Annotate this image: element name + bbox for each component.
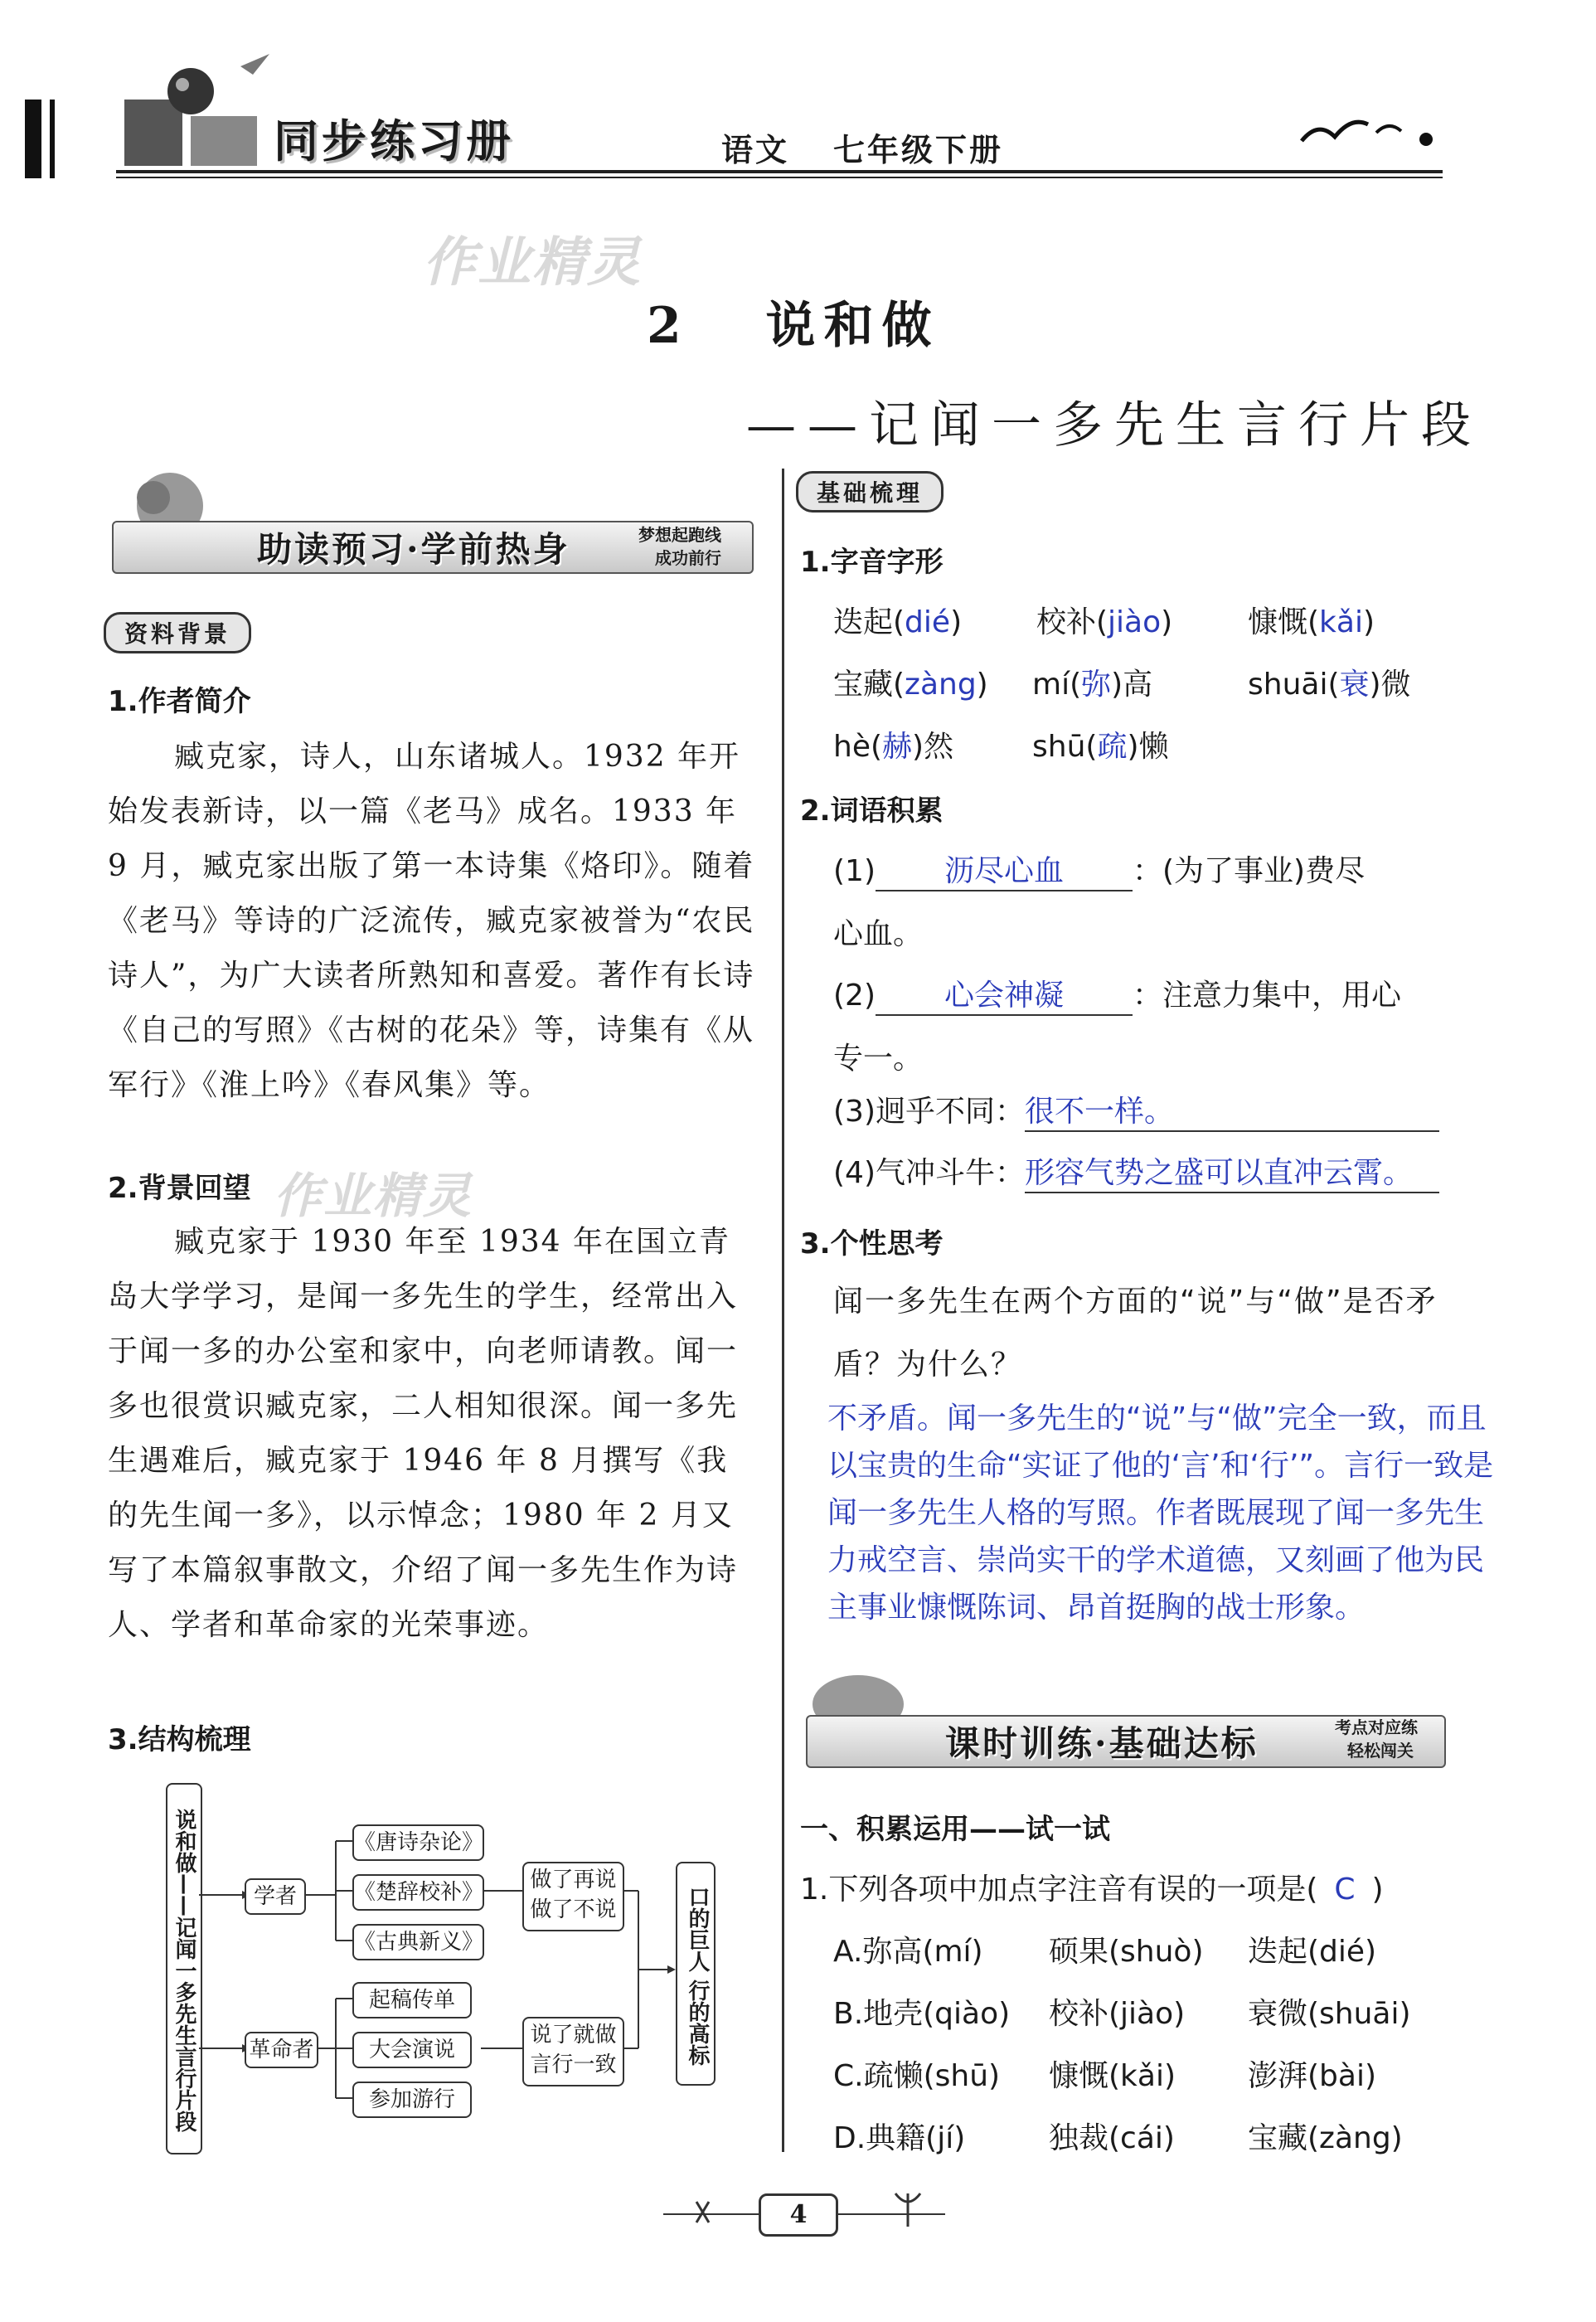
training-banner-title: 课时训练·基础达标 xyxy=(945,1723,1259,1764)
column-divider xyxy=(782,469,784,2152)
mcq-option: D.典籍(jí) xyxy=(833,2121,966,2155)
author-heading: 1.作者简介 xyxy=(108,685,251,718)
pinyin-item: 迭起(dié) xyxy=(833,605,963,639)
pinyin-item: shuāi(衰)微 xyxy=(1248,668,1411,702)
diagram-work: 《唐诗杂论》 xyxy=(352,1824,484,1861)
pinyin-item: 宝藏(zàng) xyxy=(833,668,988,702)
mcq-option: 宝藏(zàng) xyxy=(1248,2121,1403,2155)
mcq-option: 独裁(cái) xyxy=(1049,2121,1175,2155)
pinyin-item: shū(疏)懒 xyxy=(1032,730,1169,764)
header-rule xyxy=(116,170,1443,173)
mcq-option: 衰微(shuāi) xyxy=(1248,1997,1411,2031)
mcq-option: 校补(jiào) xyxy=(1049,1997,1186,2031)
background-heading: 2.背景回望 xyxy=(108,1172,251,1205)
training-banner-slogan: 轻松闯关 xyxy=(1347,1741,1414,1761)
header-rule xyxy=(116,177,1443,178)
mcq-option: A.弥高(mí) xyxy=(833,1935,983,1969)
watermark: 作业精灵 xyxy=(274,1168,473,1224)
pronunciation-heading: 1.字音字形 xyxy=(800,546,944,579)
mcq-option: 澎湃(bài) xyxy=(1248,2059,1377,2093)
diagram-act: 参加游行 xyxy=(352,2082,472,2118)
vocabulary-heading: 2.词语积累 xyxy=(800,794,944,828)
diagram-act: 起稿传单 xyxy=(352,1982,472,2018)
diagram-work: 《古典新义》 xyxy=(352,1924,484,1960)
birds-icon xyxy=(1293,100,1451,166)
section-tag-basics: 基础梳理 xyxy=(796,471,944,512)
subject-label: 语文 xyxy=(721,132,790,168)
diagram-scholar: 学者 xyxy=(245,1878,306,1915)
diagram-scholar-summary: 做了再说做了不说 xyxy=(522,1862,624,1931)
vocab-item-continued: 专一。 xyxy=(833,1042,924,1076)
mcq-option: B.地壳(qiào) xyxy=(833,1997,1011,2031)
pinyin-item: 慷慨(kǎi) xyxy=(1248,605,1375,639)
header-logo-illustration xyxy=(116,50,282,174)
preview-banner-title: 助读预习·学前热身 xyxy=(257,529,570,570)
preview-banner-slogan: 梦想起跑线 xyxy=(638,525,721,545)
pinyin-item: mí(弥)高 xyxy=(1032,668,1153,702)
header-bar xyxy=(50,100,55,178)
pinyin-item: 校补(jiào) xyxy=(1036,605,1173,639)
reflection-answer: 不矛盾。闻一多先生的“说”与“做”完全一致，而且以宝贵的生命“实证了他的‘言’和‘行’”。言行一致是闻一多先生人格的写照。作者既展现了闻一多先生力戒空言、崇尚实干的学术道德，又刻画了他为民主事业慷慨陈词、昂首挺胸的战士形象。 xyxy=(827,1401,1494,1625)
section-tag-background: 资料背景 xyxy=(104,612,251,653)
vocab-item: (4)气冲斗牛：形容气势之盛可以直冲云霄。 xyxy=(833,1149,1439,1193)
header-bar xyxy=(25,100,41,178)
background-paragraph: 臧克家于 1930 年至 1934 年在国立青岛大学学习，是闻一多先生的学生，经常出入于闻一多的办公室和家中，向老师请教。闻一多也很赏识臧克家，二人相知很深。闻一多先生遇难后，臧克家于 1946 年 8 月撰写《我的先生闻一多》，以示悼念；1980 年 2 月又写了本篇叙事散文，介绍了闻一多先生作为诗人、学者和革命家的光荣事迹。 xyxy=(108,1225,739,1642)
series-title: 同步练习册 xyxy=(274,114,514,168)
author-paragraph: 臧克家，诗人，山东诸城人。1932 年开始发表新诗，以一篇《老马》成名。1933 年 9 月，臧克家出版了第一本诗集《烙印》。随着《老马》等诗的广泛流传，臧克家被誉为“农民诗人”，为广大读者所熟知和喜爱。著作有长诗《自己的写照》《古树的花朵》等，诗集有《从军行》《淮上吟》《春风集》等。 xyxy=(108,740,755,1102)
diagram-act: 大会演说 xyxy=(352,2032,472,2068)
structure-heading: 3.结构梳理 xyxy=(108,1723,251,1756)
mcq-option: 慷慨(kǎi) xyxy=(1049,2059,1176,2093)
part-heading: 一、积累运用——试一试 xyxy=(800,1813,1110,1846)
mcq-option: 硕果(shuò) xyxy=(1049,1935,1204,1969)
diagram-work: 《楚辞校补》 xyxy=(352,1874,484,1911)
diagram-revolutionary-summary: 说了就做言行一致 xyxy=(522,2017,624,2086)
reflection-heading: 3.个性思考 xyxy=(800,1227,944,1261)
mcq-option: C.疏懒(shū) xyxy=(833,2059,1001,2093)
diagram-root: 说和做——记闻一多先生言行片段 xyxy=(166,1783,202,2154)
preview-banner-slogan: 成功前行 xyxy=(655,548,721,568)
vocab-item-continued: 心血。 xyxy=(833,917,924,951)
pinyin-item: hè(赫)然 xyxy=(833,730,954,764)
lesson-number: 2 xyxy=(647,297,690,355)
lesson-subtitle: ——记闻一多先生言行片段 xyxy=(746,396,1482,454)
vocab-item: (2) 心会神凝 ：注意力集中，用心 xyxy=(833,972,1401,1016)
mcq-stem: 1.下列各项中加点字注音有误的一项是( C ) xyxy=(800,1873,1384,1907)
mcq-option: 迭起(dié) xyxy=(1248,1935,1377,1969)
page-number: 4 xyxy=(759,2193,838,2237)
diagram-revolutionary: 革命者 xyxy=(245,2032,318,2068)
lesson-title xyxy=(647,286,940,357)
reflection-question: 闻一多先生在两个方面的“说”与“做”是否矛盾？为什么？ xyxy=(833,1285,1438,1382)
watermark: 作业精灵 xyxy=(423,232,642,294)
lesson-name: 说和做 xyxy=(765,297,940,355)
diagram-conclusion: 口的巨人 行的高标 xyxy=(676,1862,716,2086)
training-banner-slogan: 考点对应练 xyxy=(1335,1717,1418,1737)
vocab-item: (1) 沥尽心血 ：(为了事业)费尽 xyxy=(833,848,1365,891)
vocab-item: (3)迥乎不同：很不一样。 xyxy=(833,1088,1439,1132)
grade-label: 七年级下册 xyxy=(833,132,1004,168)
